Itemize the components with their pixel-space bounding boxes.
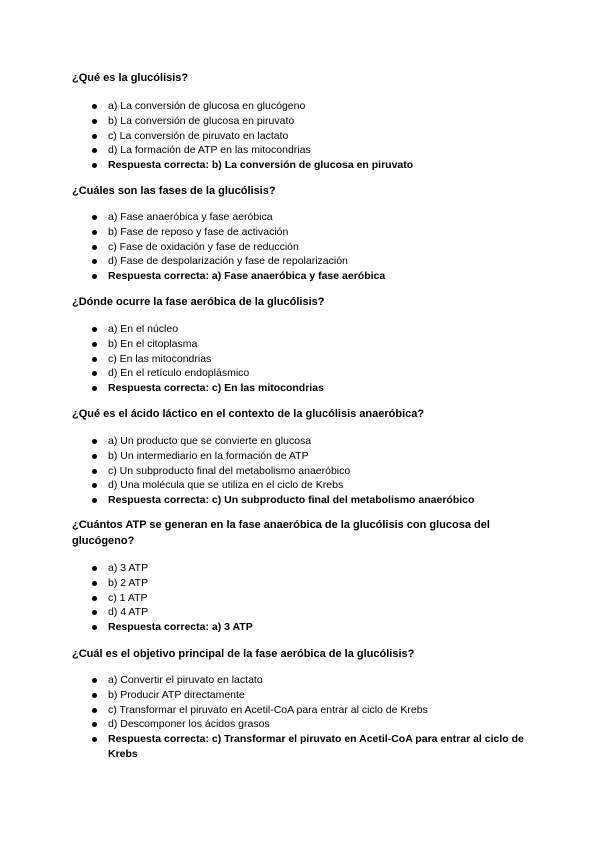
option-item	[92, 576, 532, 591]
option-item	[92, 478, 532, 493]
bullet-icon	[92, 134, 97, 139]
bullet-icon	[92, 148, 97, 153]
option-item	[92, 605, 532, 620]
option-item	[92, 449, 532, 464]
options-list	[92, 673, 532, 762]
bullet-icon	[92, 439, 97, 444]
option-item	[92, 434, 532, 449]
bullet-icon	[92, 678, 97, 683]
answer-text: Respuesta correcta: a) Fase anaeróbica y fase aeróbica	[108, 270, 386, 283]
option-text: a) La conversión de glucosa en glucógeno	[108, 100, 306, 112]
question-heading: ¿Dónde ocurre la fase aeróbica de la glucólisis?	[72, 296, 325, 308]
answer-item	[92, 381, 532, 396]
answer-text: Respuesta correcta: a) 3 ATP	[108, 621, 253, 634]
option-text: a) Un producto que se convierte en glucosa	[108, 435, 312, 447]
option-text: a) Convertir el piruvato en lactato	[108, 674, 263, 686]
option-text: b) 2 ATP	[108, 576, 149, 589]
bullet-icon	[92, 371, 97, 376]
option-item	[92, 210, 532, 225]
option-item	[92, 99, 532, 114]
option-item	[92, 143, 532, 158]
bullet-icon	[92, 610, 97, 615]
bullet-icon	[92, 625, 97, 630]
bullet-icon	[92, 357, 97, 362]
options-list	[92, 434, 532, 508]
question-heading: ¿Cuáles son las fases de la glucólisis?	[72, 185, 276, 197]
answer-text: Respuesta correcta: c) Un subproducto final del metabolismo anaeróbico	[108, 494, 475, 507]
option-text: d) Fase de despolarización y fase de repolarización	[108, 255, 348, 268]
question-heading: ¿Qué es la glucólisis?	[72, 72, 189, 84]
bullet-icon	[92, 386, 97, 391]
bullet-icon	[92, 693, 97, 698]
options-list	[92, 210, 532, 284]
bullet-icon	[92, 230, 97, 235]
bullet-icon	[92, 483, 97, 488]
bullet-icon	[92, 274, 97, 279]
option-item	[92, 337, 532, 352]
option-text: c) Fase de oxidación y fase de reducción	[108, 240, 299, 253]
option-text: b) Fase de reposo y fase de activación	[108, 225, 289, 238]
option-item	[92, 673, 532, 688]
options-list	[92, 561, 532, 635]
question-heading: ¿Qué es el ácido láctico en el contexto de la glucólisis anaeróbica?	[72, 408, 425, 420]
option-item	[92, 240, 532, 255]
bullet-icon	[92, 215, 97, 220]
bullet-icon	[92, 722, 97, 727]
option-text: d) 4 ATP	[108, 606, 149, 619]
bullet-icon	[92, 163, 97, 168]
option-text: c) Un subproducto final del metabolismo anaeróbico	[108, 464, 351, 477]
bullet-icon	[92, 708, 97, 713]
answer-item	[92, 158, 532, 173]
bullet-icon	[92, 566, 97, 571]
option-text: c) La conversión de piruvato en lactato	[108, 129, 289, 142]
option-item	[92, 591, 532, 606]
option-text: d) Descomponer los ácidos grasos	[108, 718, 270, 731]
option-text: a) 3 ATP	[108, 562, 149, 574]
option-item	[92, 561, 532, 576]
answer-text: Respuesta correcta: c) En las mitocondrias	[108, 382, 324, 395]
bullet-icon	[92, 259, 97, 264]
answer-item	[92, 620, 532, 635]
answer-item	[92, 493, 532, 508]
bullet-icon	[92, 327, 97, 332]
bullet-icon	[92, 342, 97, 347]
bullet-icon	[92, 737, 97, 742]
bullet-icon	[92, 469, 97, 474]
option-item	[92, 366, 532, 381]
option-text: b) Producir ATP directamente	[108, 688, 245, 701]
option-text: c) En las mitocondrias	[108, 352, 212, 365]
options-list	[92, 322, 532, 396]
option-text: d) En el retículo endoplásmico	[108, 367, 250, 380]
option-item	[92, 464, 532, 479]
option-item	[92, 114, 532, 129]
option-text: c) Transformar el piruvato en Acetil-CoA para entrar al ciclo de Krebs	[108, 703, 428, 716]
option-item	[92, 688, 532, 703]
options-list	[92, 99, 532, 173]
option-text: a) Fase anaeróbica y fase aeróbica	[108, 211, 273, 223]
bullet-icon	[92, 498, 97, 503]
option-item	[92, 717, 532, 732]
bullet-icon	[92, 596, 97, 601]
bullet-icon	[92, 581, 97, 586]
option-item	[92, 322, 532, 337]
option-text: a) En el núcleo	[108, 323, 179, 335]
bullet-icon	[92, 454, 97, 459]
answer-item	[92, 732, 532, 762]
option-text: b) La conversión de glucosa en piruvato	[108, 114, 295, 127]
option-text: b) Un intermediario en la formación de ATP	[108, 449, 309, 462]
option-item	[92, 254, 532, 269]
question-heading: ¿Cuál es el objetivo principal de la fase aeróbica de la glucólisis?	[72, 648, 415, 660]
option-item	[92, 703, 532, 718]
answer-item	[92, 269, 532, 284]
bullet-icon	[92, 245, 97, 250]
option-item	[92, 129, 532, 144]
bullet-icon	[92, 119, 97, 124]
option-text: b) En el citoplasma	[108, 337, 198, 350]
question-heading: ¿Cuántos ATP se generan en la fase anaeróbica de la glucólisis con glucosa del glucógeno?	[72, 519, 490, 547]
option-item	[92, 352, 532, 367]
answer-text: Respuesta correcta: c) Transformar el piruvato en Acetil-CoA para entrar al ciclo de Krebs	[108, 733, 524, 760]
option-item	[92, 225, 532, 240]
bullet-icon	[92, 104, 97, 109]
option-text: d) Una molécula que se utiliza en el ciclo de Krebs	[108, 479, 344, 492]
option-text: d) La formación de ATP en las mitocondrias	[108, 144, 311, 157]
answer-text: Respuesta correcta: b) La conversión de glucosa en piruvato	[108, 159, 414, 172]
option-text: c) 1 ATP	[108, 591, 148, 604]
